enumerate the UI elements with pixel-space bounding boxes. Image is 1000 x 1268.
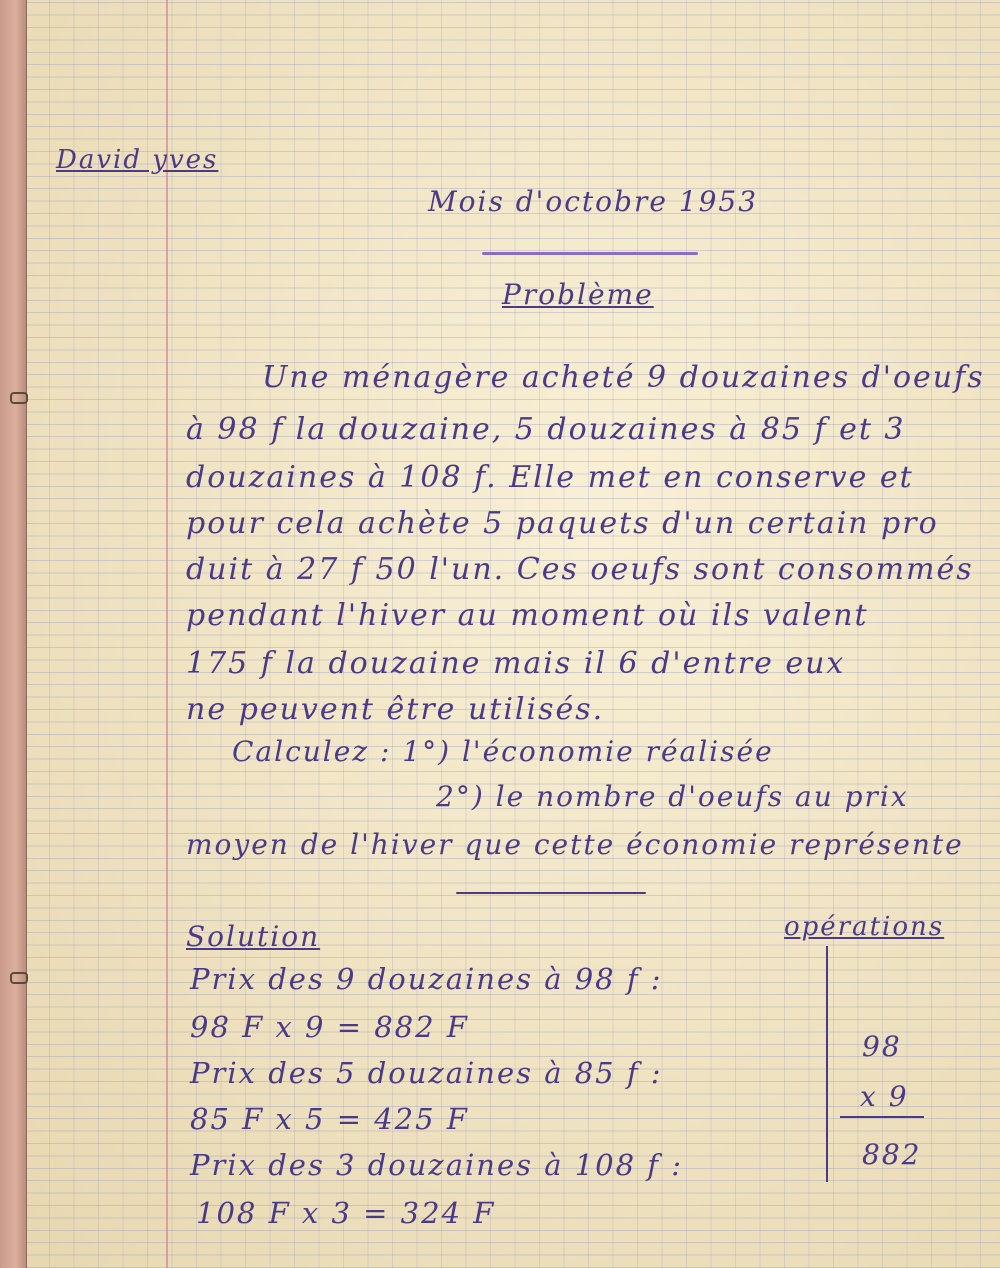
section-divider [456,892,646,894]
operation-top: 98 [862,1030,902,1063]
question-2b: moyen de l'hiver que cette économie représente [186,828,964,861]
solution-heading: Solution [186,920,321,953]
solution-line-5: Prix des 3 douzaines à 108 f : [190,1148,684,1182]
solution-line-2: 98 F x 9 = 882 F [190,1010,469,1044]
solution-line-3: Prix des 5 douzaines à 85 f : [190,1056,663,1090]
question-intro: Calculez : 1°) l'économie réalisée [232,735,774,768]
operations-heading: opérations [784,912,945,942]
margin-line [166,0,168,1268]
solution-line-4: 85 F x 5 = 425 F [190,1102,469,1136]
staple-top [10,392,28,404]
operation-result: 882 [862,1138,922,1171]
solution-line-1: Prix des 9 douzaines à 98 f : [190,962,663,996]
date-heading: Mois d'octobre 1953 [428,185,759,218]
problem-line-2: à 98 f la douzaine, 5 douzaines à 85 f et 3 [186,412,906,447]
problem-line-4: pour cela achète 5 paquets d'un certain pro [186,506,939,541]
title-rule [482,252,698,255]
problem-title: Problème [502,278,654,311]
problem-line-7: 175 f la douzaine mais il 6 d'entre eux [186,646,846,681]
operation-rule [840,1116,924,1118]
solution-line-6: 108 F x 3 = 324 F [196,1196,496,1230]
notebook-binding [0,0,27,1268]
author-name: David yves [56,145,219,175]
problem-line-6: pendant l'hiver au moment où ils valent [186,598,869,633]
problem-line-1: Une ménagère acheté 9 douzaines d'oeufs [262,360,985,395]
problem-line-8: ne peuvent être utilisés. [186,692,605,727]
operations-column-line [826,946,828,1182]
operation-multiplier: x 9 [860,1080,909,1113]
problem-line-3: douzaines à 108 f. Elle met en conserve et [186,460,914,495]
question-2a: 2°) le nombre d'oeufs au prix [436,780,909,813]
staple-bottom [10,972,28,984]
problem-line-5: duit à 27 f 50 l'un. Ces oeufs sont consommés [186,552,974,587]
